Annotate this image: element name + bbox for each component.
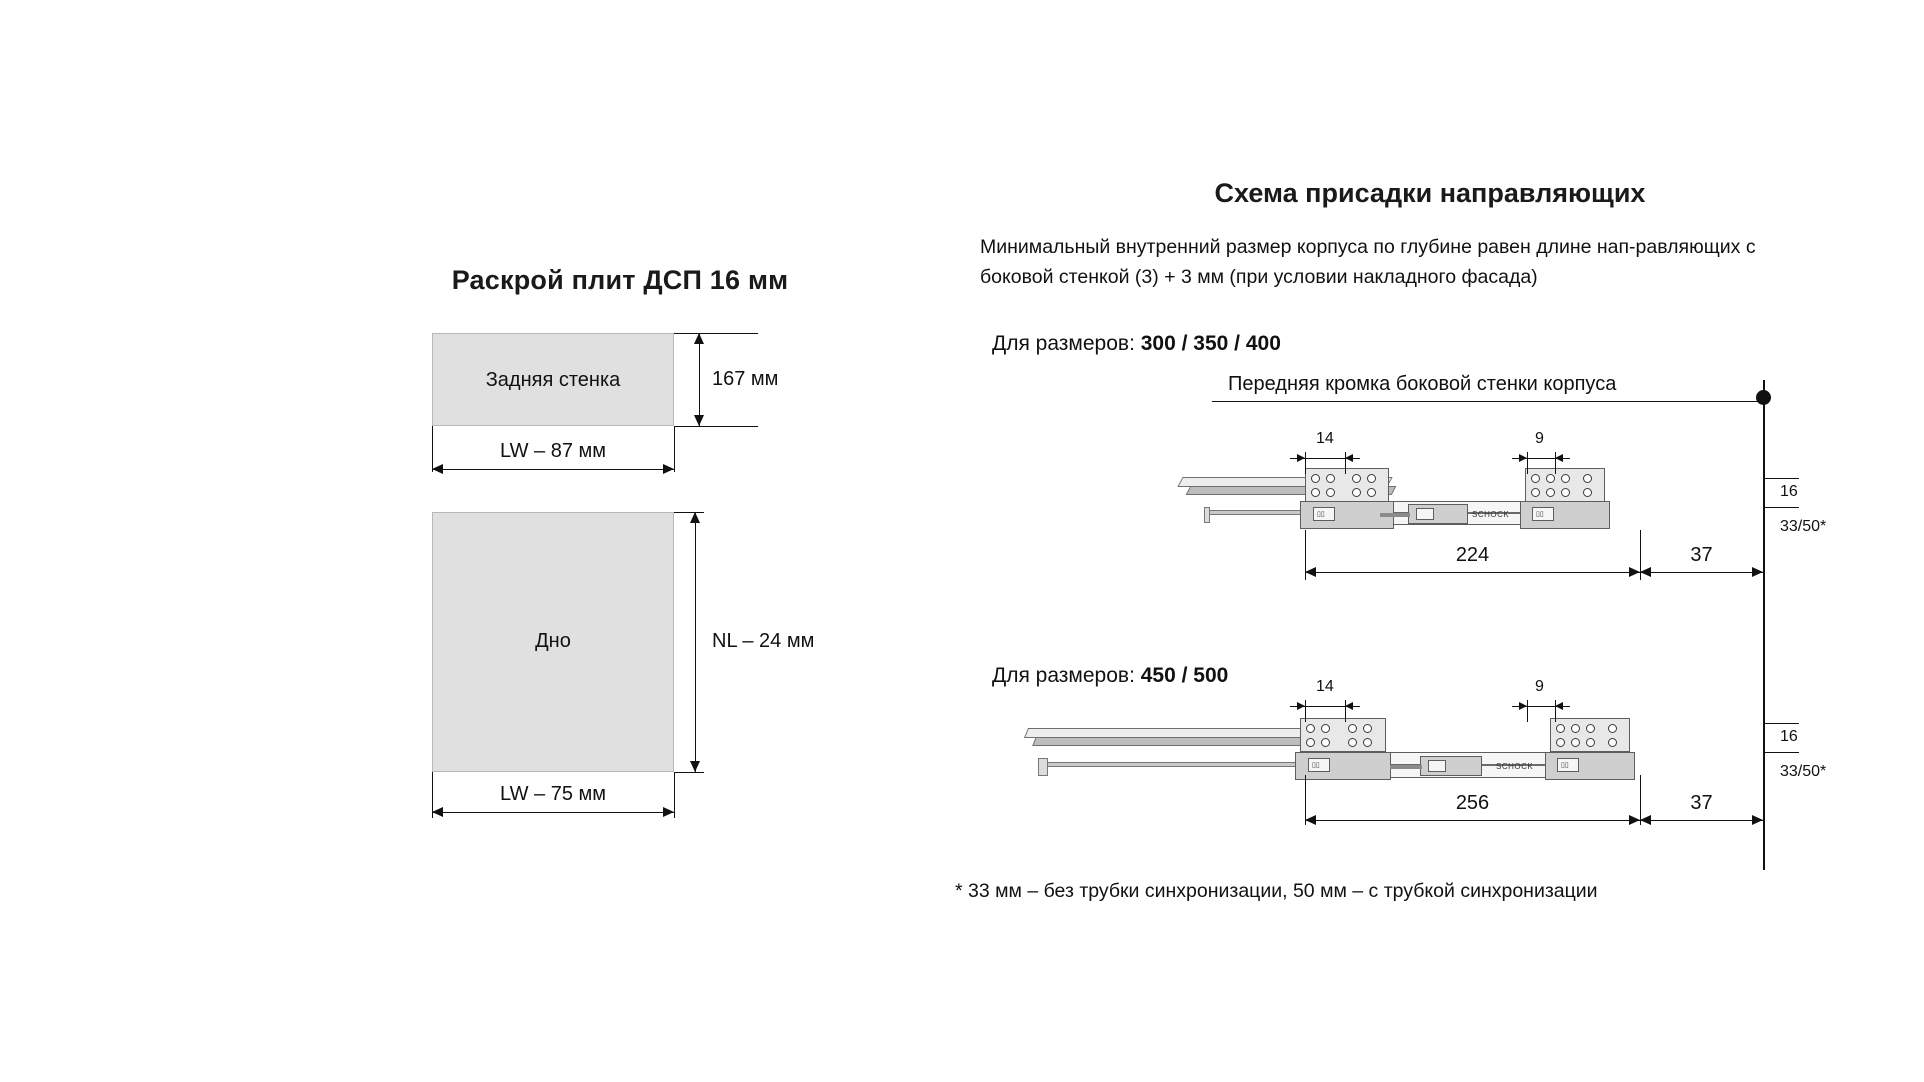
left-panel-title: Раскрой плит ДСП 16 мм bbox=[451, 265, 789, 295]
latch-left-2-mark: ▯▯ bbox=[1312, 762, 1320, 769]
latch-left-1-mark: ▯▯ bbox=[1317, 511, 1325, 518]
brand-mark-2: SCHOCK bbox=[1496, 762, 1534, 771]
bottom-panel-width-arrow-right bbox=[663, 807, 674, 817]
sync-mechanism-2-slot bbox=[1428, 760, 1446, 772]
hole-icon bbox=[1326, 488, 1335, 497]
hole-icon bbox=[1321, 738, 1330, 747]
front-edge-label: Передняя кромка боковой стенки корпуса bbox=[1228, 373, 1617, 395]
back-panel-label: Задняя стенка bbox=[485, 369, 621, 391]
back-panel-ext-right bbox=[674, 426, 675, 472]
g1-tail-arrow-l bbox=[1640, 567, 1651, 577]
hole-icon bbox=[1367, 474, 1376, 483]
rail-lower-1-end bbox=[1204, 507, 1210, 523]
g2-dim14-arrow-r bbox=[1345, 702, 1353, 710]
g1-span-arrow-l bbox=[1305, 567, 1316, 577]
hole-icon bbox=[1363, 724, 1372, 733]
bottom-panel-ext-right bbox=[674, 772, 675, 818]
latch-right-2-mark: ▯▯ bbox=[1561, 762, 1569, 769]
back-panel-height-arrow-bottom bbox=[694, 415, 704, 426]
runner-drawing-1 bbox=[1180, 455, 1740, 555]
g1-v16-ext-bottom bbox=[1763, 507, 1799, 508]
bottom-panel-height-text: NL – 24 мм bbox=[712, 630, 815, 652]
g1-tail-text: 37 bbox=[1690, 544, 1713, 566]
hole-icon bbox=[1531, 474, 1540, 483]
g2-v16-ext-bottom bbox=[1763, 752, 1799, 753]
hole-icon bbox=[1367, 488, 1376, 497]
hole-icon bbox=[1352, 488, 1361, 497]
back-panel-height-arrow-top bbox=[694, 333, 704, 344]
front-edge-reference-dot bbox=[1756, 390, 1771, 405]
bottom-panel-width-text: LW – 75 мм bbox=[499, 783, 607, 805]
g1-dim9-arrow-r bbox=[1555, 454, 1563, 462]
hole-icon bbox=[1352, 474, 1361, 483]
g1-dim14-ext-left bbox=[1305, 452, 1306, 474]
hole-icon bbox=[1583, 474, 1592, 483]
g2-v3350-text: 33/50* bbox=[1780, 763, 1827, 780]
sync-rod-1 bbox=[1380, 513, 1410, 517]
g2-tail-arrow-r bbox=[1752, 815, 1763, 825]
g2-span-arrow-r bbox=[1629, 815, 1640, 825]
hole-icon bbox=[1608, 724, 1617, 733]
bottom-panel-label: Дно bbox=[535, 630, 571, 652]
hole-icon bbox=[1531, 488, 1540, 497]
back-panel-width-text: LW – 87 мм bbox=[499, 440, 607, 462]
hole-icon bbox=[1326, 474, 1335, 483]
bottom-panel-height-arrow-bottom bbox=[690, 761, 700, 772]
bottom-panel-width-arrow-left bbox=[432, 807, 443, 817]
hole-icon bbox=[1348, 724, 1357, 733]
bottom-panel-height-arrow-top bbox=[690, 512, 700, 523]
g1-tail-line bbox=[1640, 572, 1763, 573]
hole-icon bbox=[1311, 488, 1320, 497]
g2-dim14-ext-left bbox=[1305, 700, 1306, 722]
hole-icon bbox=[1363, 738, 1372, 747]
hole-icon bbox=[1571, 738, 1580, 747]
g2-dim9-ext-left bbox=[1527, 700, 1528, 722]
group-1-size-values: 300 / 350 / 400 bbox=[1140, 332, 1281, 355]
g2-span-arrow-l bbox=[1305, 815, 1316, 825]
g2-v16-text: 16 bbox=[1780, 728, 1798, 745]
front-edge-underline bbox=[1212, 401, 1764, 402]
right-panel-title: Схема присадки направляющих bbox=[1214, 178, 1646, 208]
g2-dim9-text: 9 bbox=[1535, 678, 1544, 695]
sync-rod-2 bbox=[1390, 765, 1422, 769]
hole-icon bbox=[1586, 724, 1595, 733]
back-panel-ext-top bbox=[674, 333, 758, 334]
g1-dim9-arrow-l bbox=[1519, 454, 1527, 462]
group-1-size-label bbox=[992, 332, 1281, 356]
g2-tail-line bbox=[1640, 820, 1763, 821]
g2-span-ext-right bbox=[1763, 775, 1764, 825]
hole-icon bbox=[1546, 474, 1555, 483]
back-panel-width-arrow-left bbox=[432, 464, 443, 474]
footnote: * 33 мм – без трубки синхронизации, 50 мм – с трубкой синхронизации bbox=[955, 880, 1598, 902]
g2-v16-ext-top bbox=[1763, 723, 1799, 724]
hole-icon bbox=[1561, 488, 1570, 497]
hole-icon bbox=[1561, 474, 1570, 483]
hole-icon bbox=[1556, 724, 1565, 733]
rail-lower-2-end bbox=[1038, 758, 1048, 776]
g2-tail-arrow-l bbox=[1640, 815, 1651, 825]
g1-v16-text: 16 bbox=[1780, 483, 1798, 500]
g2-dim14-arrow-l bbox=[1297, 702, 1305, 710]
g2-tail-text: 37 bbox=[1690, 792, 1713, 814]
group-1-size-prefix: Для размеров: bbox=[992, 332, 1135, 355]
g2-dim14-text: 14 bbox=[1316, 678, 1334, 695]
g1-span-ext-right bbox=[1763, 530, 1764, 580]
drill-block-left-1 bbox=[1305, 468, 1389, 502]
g1-tail-arrow-r bbox=[1752, 567, 1763, 577]
g2-span-text: 256 bbox=[1455, 792, 1490, 814]
hole-icon bbox=[1348, 738, 1357, 747]
back-panel-height-dimline bbox=[699, 333, 700, 426]
back-panel-ext-bottom bbox=[674, 426, 758, 427]
g1-v3350-text: 33/50* bbox=[1780, 518, 1827, 535]
bottom-panel-width-dimline bbox=[432, 812, 674, 813]
hole-icon bbox=[1556, 738, 1565, 747]
group-2-size-values: 450 / 500 bbox=[1140, 664, 1229, 687]
g2-dim9-arrow-l bbox=[1519, 702, 1527, 710]
g1-dim14-text: 14 bbox=[1316, 430, 1334, 447]
hole-icon bbox=[1306, 738, 1315, 747]
group-2-size-prefix: Для размеров: bbox=[992, 664, 1135, 687]
hole-icon bbox=[1306, 724, 1315, 733]
g1-dim9-text: 9 bbox=[1535, 430, 1544, 447]
back-panel-height-text: 167 мм bbox=[712, 368, 779, 390]
sync-mechanism-1-slot bbox=[1416, 508, 1434, 520]
g1-span-line bbox=[1305, 572, 1640, 573]
brand-mark-1: SCHOCK bbox=[1472, 510, 1510, 519]
g1-dim9-ext-left bbox=[1527, 452, 1528, 474]
group-2-size-label bbox=[992, 664, 1228, 688]
drill-block-left-2 bbox=[1300, 718, 1386, 752]
g2-span-line bbox=[1305, 820, 1640, 821]
g2-dim9-arrow-r bbox=[1555, 702, 1563, 710]
latch-right-1-mark: ▯▯ bbox=[1536, 511, 1544, 518]
hole-icon bbox=[1311, 474, 1320, 483]
g1-dim14-arrow-l bbox=[1297, 454, 1305, 462]
hole-icon bbox=[1608, 738, 1617, 747]
hole-icon bbox=[1583, 488, 1592, 497]
right-panel-note: Минимальный внутренний размер корпуса по глубине равен длине нап-равляющих с боковой стенкой (3) + 3 мм (при условии накладного фасада) bbox=[980, 236, 1756, 288]
back-panel-width-dimline bbox=[432, 469, 674, 470]
g1-span-text: 224 bbox=[1455, 544, 1490, 566]
bottom-panel-height-dimline bbox=[695, 512, 696, 772]
g1-v16-ext-top bbox=[1763, 478, 1799, 479]
hole-icon bbox=[1321, 724, 1330, 733]
g1-dim14-arrow-r bbox=[1345, 454, 1353, 462]
hole-icon bbox=[1571, 724, 1580, 733]
bottom-panel-ext-bottom bbox=[674, 772, 704, 773]
hole-icon bbox=[1546, 488, 1555, 497]
back-panel-width-arrow-right bbox=[663, 464, 674, 474]
hole-icon bbox=[1586, 738, 1595, 747]
g1-span-arrow-r bbox=[1629, 567, 1640, 577]
